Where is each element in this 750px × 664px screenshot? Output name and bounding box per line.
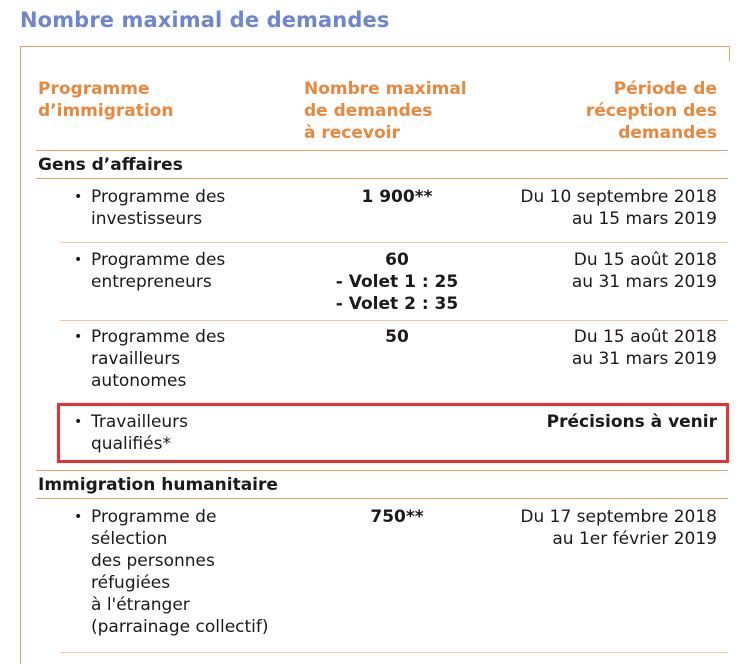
row-divider	[60, 320, 728, 321]
header-line: demandes	[618, 123, 717, 143]
period-line: Du 15 août 2018	[573, 250, 717, 270]
bullet-icon: •	[74, 414, 83, 430]
header-period	[527, 78, 717, 144]
program-line: Programme des	[91, 250, 226, 270]
table-row	[0, 326, 750, 396]
period-line: au 1er février 2019	[552, 529, 717, 549]
section-divider	[36, 470, 728, 471]
program-name	[91, 249, 291, 293]
period-line: Précisions à venir	[546, 412, 717, 432]
program-line: qualifiés*	[91, 434, 171, 454]
bullet-icon: •	[74, 252, 83, 268]
bullet-icon: •	[74, 509, 83, 525]
reception-period	[477, 326, 717, 370]
period-line: Du 17 septembre 2018	[520, 507, 717, 527]
program-line: ravailleurs	[91, 349, 181, 369]
count-line: 50	[385, 327, 409, 347]
reception-period	[477, 249, 717, 293]
table-row	[0, 186, 750, 236]
count-line: - Volet 1 : 25	[335, 272, 459, 292]
program-line: (parrainage collectif)	[91, 617, 269, 637]
count-line: - Volet 2 : 35	[335, 294, 459, 314]
count-line: 750**	[370, 507, 424, 527]
header-line: d’immigration	[38, 101, 174, 121]
period-line: Du 15 août 2018	[573, 327, 717, 347]
program-line: entrepreneurs	[91, 272, 212, 292]
bullet-icon: •	[74, 329, 83, 345]
period-line: Du 10 septembre 2018	[520, 187, 717, 207]
table-row	[0, 506, 750, 646]
max-requests	[300, 506, 494, 528]
header-line: Programme	[38, 79, 150, 99]
header-line: réception des	[585, 101, 717, 121]
section-divider	[36, 178, 728, 179]
count-line: 1 900**	[361, 187, 433, 207]
table-row	[0, 249, 750, 317]
max-requests	[300, 326, 494, 348]
period-line: au 31 mars 2019	[571, 349, 717, 369]
page-title: Nombre maximal de demandes	[20, 8, 390, 32]
header-program	[38, 78, 278, 122]
program-line: autonomes	[91, 371, 187, 391]
count-line: 60	[385, 250, 409, 270]
reception-period	[477, 411, 717, 433]
program-name	[91, 326, 291, 392]
row-divider	[60, 652, 728, 653]
reception-period	[477, 186, 717, 230]
program-line: à l'étranger	[91, 595, 190, 615]
section-title: Gens d’affaires	[38, 155, 183, 175]
header-divider	[36, 150, 728, 151]
header-line: de demandes	[304, 101, 433, 121]
max-requests	[300, 186, 494, 208]
frame-corner	[715, 46, 730, 61]
period-line: au 15 mars 2019	[571, 209, 717, 229]
row-divider	[60, 242, 728, 243]
program-line: Programme de	[91, 507, 217, 527]
program-name	[91, 506, 291, 638]
reception-period	[477, 506, 717, 550]
program-line: Programme des	[91, 327, 226, 347]
program-line: réfugiées	[91, 573, 171, 593]
program-line: investisseurs	[91, 209, 203, 229]
bullet-icon: •	[74, 189, 83, 205]
program-line: sélection	[91, 529, 168, 549]
header-max-requests	[304, 78, 494, 144]
header-line: à recevoir	[304, 123, 400, 143]
section-title: Immigration humanitaire	[38, 475, 278, 495]
program-line: des personnes	[91, 551, 215, 571]
section-divider	[36, 498, 728, 499]
max-requests	[300, 249, 494, 315]
header-line: Période de	[613, 79, 717, 99]
table-row-highlighted	[0, 411, 750, 457]
program-name	[91, 186, 291, 230]
program-line: Programme des	[91, 187, 226, 207]
program-name	[91, 411, 291, 455]
header-line: Nombre maximal	[304, 79, 467, 99]
program-line: Travailleurs	[91, 412, 189, 432]
period-line: au 31 mars 2019	[571, 272, 717, 292]
